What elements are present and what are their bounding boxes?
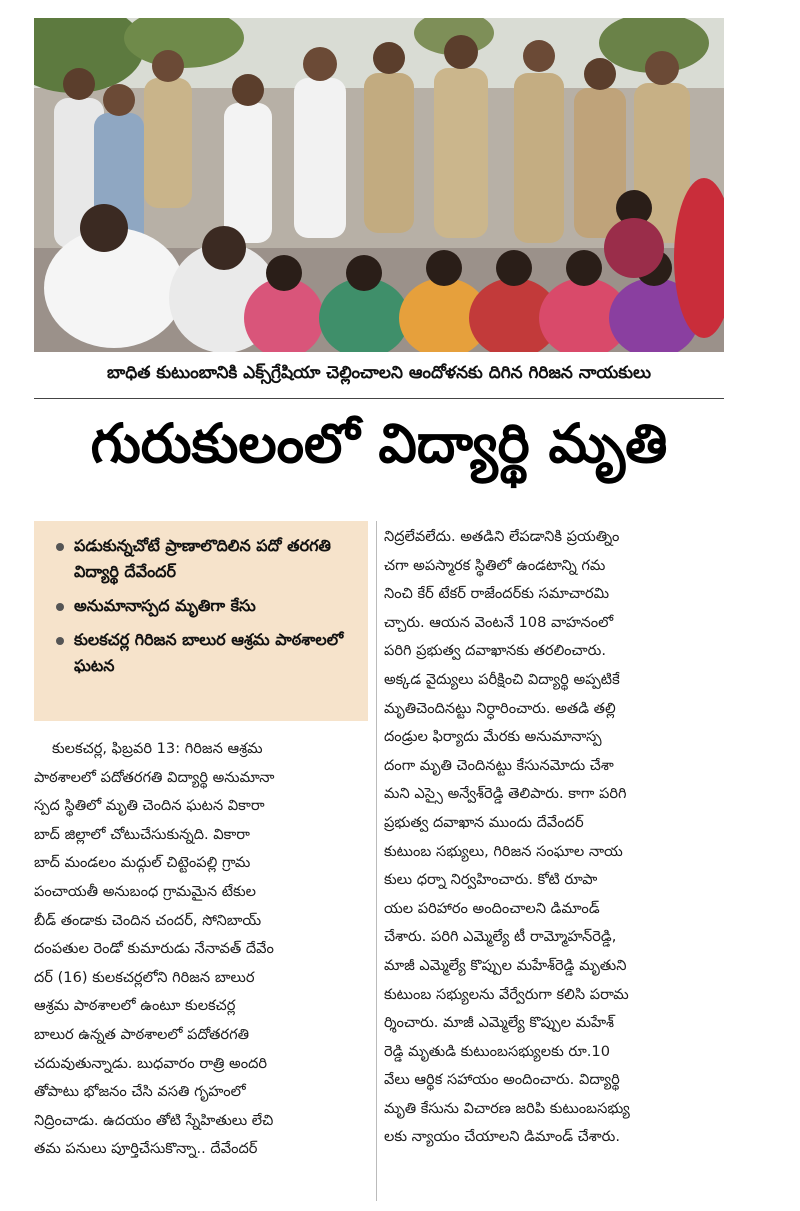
- article-line: రెడ్డి మృతుడి కుటుంబసభ్యులకు రూ.10: [384, 1042, 610, 1060]
- article-line: అక్కడ వైద్యులు పరీక్షించి విద్యార్థి అప్పటికే: [384, 670, 620, 688]
- article-line: చ్చారు. ఆయన వెంటనే 108 వాహనంలో: [384, 613, 614, 631]
- highlights-box: [34, 521, 368, 721]
- article-column-right: [384, 523, 724, 1152]
- article-line: పాఠశాలలో పదోతరగతి విద్యార్థి అనుమానా: [34, 768, 275, 786]
- article-line: స్పద స్థితిలో మృతి చెందిన ఘటన వికారా: [34, 797, 265, 815]
- article-line: కుటుంబ సభ్యులను వేర్వేరుగా కలిసి పరామ: [384, 985, 629, 1003]
- highlight-item: [56, 533, 358, 585]
- article-line: నించి కేర్ టేకర్ రాజేందర్‌కు సమాచారమి: [384, 585, 610, 603]
- article-line: చదువుతున్నాడు. బుధవారం రాత్రి అందరి: [34, 1054, 268, 1072]
- article-column-left: [34, 735, 368, 1164]
- highlight-item: [56, 627, 358, 679]
- article-line: మృతి కేసును విచారణ జరిపి కుటుంబసభ్యు: [384, 1099, 630, 1117]
- article-line: దంపతుల రెండో కుమారుడు నేనావత్ దేవేం: [34, 940, 274, 958]
- article-line: పంచాయతీ అనుబంధ గ్రామమైన టేకుల: [34, 882, 256, 900]
- protest-photo-illustration: [34, 18, 724, 352]
- photo-caption: బాధిత కుటుంబానికి ఎక్స్‌గ్రేషియా చెల్లించాలని ఆందోళనకు దిగిన గిరిజన నాయకులు: [107, 363, 651, 383]
- article-line: బాద్ జిల్లాలో చోటుచేసుకున్నది. వికారా: [34, 825, 250, 843]
- highlight-text: అనుమానాస్పద మృతిగా కేసు: [74, 596, 256, 615]
- highlight-item: [56, 593, 358, 619]
- article-line: నిద్రలేవలేదు. అతడిని లేపడానికి ప్రయత్నిం: [384, 528, 620, 545]
- article-line: మని ఎస్సై అన్వేశ్‌రెడ్డి తెలిపారు. కాగా పరిగి: [384, 785, 627, 803]
- headline: గురుకులంలో విద్యార్థి మృతి: [90, 411, 668, 475]
- article-line: యల పరిహారం అందించాలని డిమాండ్: [384, 899, 600, 917]
- article-line: మాజీ ఎమ్మెల్యే కొప్పుల మహేశ్‌రెడ్డి మృతుని: [384, 956, 627, 974]
- news-photo: [34, 18, 724, 352]
- article-line: దర్ (16) కులకచర్లలోని గిరిజన బాలుర: [34, 968, 255, 986]
- article-line: బాలుర ఉన్నత పాఠశాలలో పదోతరగతి: [34, 1025, 250, 1043]
- article-line: బీడ్ తండాకు చెందిన చందర్, సోనిబాయ్: [34, 911, 262, 929]
- article-line: లకు న్యాయం చేయాలని డిమాండ్ చేశారు.: [384, 1128, 620, 1146]
- article-line: నిద్రించాడు. ఉదయం తోటి స్నేహితులు లేచి: [34, 1111, 274, 1129]
- article-line: కుటుంబ సభ్యులు, గిరిజన సంఘాల నాయ: [384, 842, 623, 860]
- article-line: కులు ధర్నా నిర్వహించారు. కోటి రూపా: [384, 871, 598, 889]
- highlight-text: పడుకున్నచోటే ప్రాణాలొదిలిన పదో తరగతి విద్యార్థి దేవేందర్: [74, 536, 331, 581]
- bullet-icon: [56, 543, 64, 551]
- article-line: ఆశ్రమ పాఠశాలలో ఉంటూ కులకచర్ల: [34, 997, 236, 1015]
- article-line: చేశారు. పరిగి ఎమ్మెల్యే టీ రామ్మోహన్‌రెడ్డి,: [384, 928, 617, 946]
- highlight-text: కులకచర్ల గిరిజన బాలుర ఆశ్రమ పాఠశాలలో ఘటన: [74, 630, 344, 675]
- caption-divider: [34, 398, 724, 399]
- article-line: ర్శించారు. మాజీ ఎమ్మెల్యే కొప్పుల మహేశ్: [384, 1014, 615, 1032]
- column-divider: [376, 521, 377, 1201]
- article-line: కులకచర్ల, ఫిబ్రవరి 13: గిరిజన ఆశ్రమ: [52, 740, 263, 757]
- article-line: దంగా మృతి చెందినట్టు కేసునమోదు చేశా: [384, 756, 614, 774]
- article-line: దండ్రుల ఫిర్యాదు మేరకు అనుమానాస్ప: [384, 728, 602, 746]
- article-line: తోపాటు భోజనం చేసి వసతి గృహంలో: [34, 1083, 246, 1101]
- article-line: ప్రభుత్వ దవాఖాన ముందు దేవేందర్: [384, 813, 584, 831]
- article-line: బాద్ మండలం మద్గుల్ చిట్టెంపల్లి గ్రామ: [34, 854, 251, 872]
- bullet-icon: [56, 603, 64, 611]
- article-line: వేలు ఆర్థిక సహాయం అందించారు. విద్యార్థి: [384, 1071, 620, 1089]
- bullet-icon: [56, 637, 64, 645]
- article-line: తమ పనులు పూర్తిచేసుకొన్నా.. దేవేందర్: [34, 1140, 258, 1158]
- article-line: పరిగి ప్రభుత్వ దవాఖానకు తరలించారు.: [384, 642, 606, 660]
- article-line: మృతిచెందినట్టు నిర్ధారించారు. అతడి తల్లి: [384, 699, 616, 717]
- article-line: చగా అపస్మారక స్థితిలో ఉండటాన్ని గమ: [384, 556, 606, 574]
